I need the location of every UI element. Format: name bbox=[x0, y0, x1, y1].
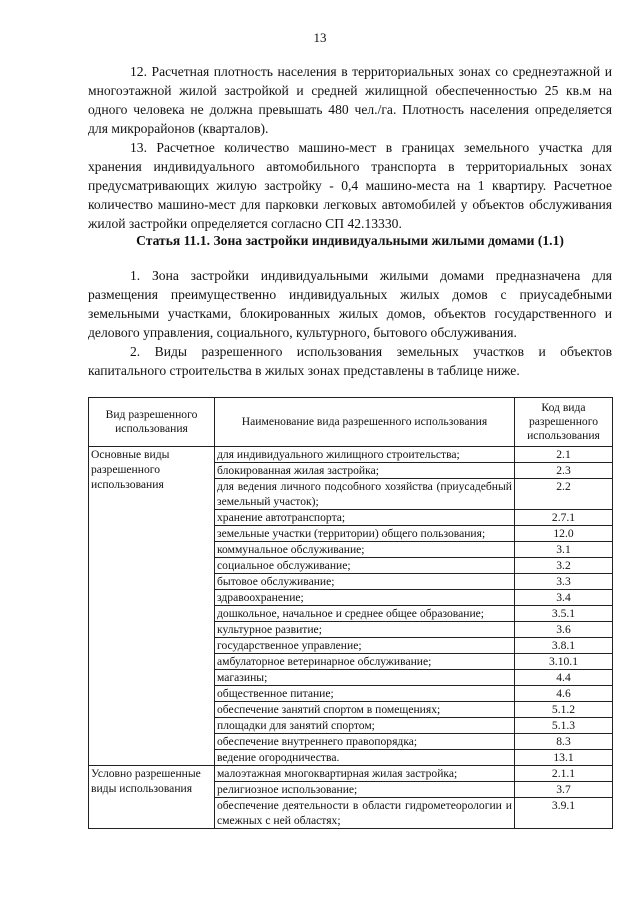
use-name: культурное развитие; bbox=[215, 622, 515, 638]
header-name: Наименование вида разрешенного использования bbox=[215, 398, 515, 447]
use-name: обеспечение занятий спортом в помещениях; bbox=[215, 702, 515, 718]
use-code: 3.3 bbox=[515, 574, 613, 590]
use-code: 2.7.1 bbox=[515, 510, 613, 526]
use-code: 3.5.1 bbox=[515, 606, 613, 622]
use-name: магазины; bbox=[215, 670, 515, 686]
use-code: 3.4 bbox=[515, 590, 613, 606]
use-name: здравоохранение; bbox=[215, 590, 515, 606]
use-name: общественное питание; bbox=[215, 686, 515, 702]
use-code: 3.2 bbox=[515, 558, 613, 574]
table-row bbox=[89, 447, 613, 463]
header-kind: Вид разрешенного использования bbox=[89, 398, 215, 447]
use-name: бытовое обслуживание; bbox=[215, 574, 515, 590]
use-code: 2.2 bbox=[515, 479, 613, 510]
group-label: Основные виды разрешенного использования bbox=[89, 447, 215, 766]
use-code: 3.7 bbox=[515, 782, 613, 798]
use-name: ведение огородничества. bbox=[215, 750, 515, 766]
use-name: амбулаторное ветеринарное обслуживание; bbox=[215, 654, 515, 670]
use-code: 5.1.3 bbox=[515, 718, 613, 734]
use-code: 13.1 bbox=[515, 750, 613, 766]
use-code: 2.1 bbox=[515, 447, 613, 463]
paragraph: 13. Расчетное количество машино-мест в границах земельного участка для хранения индивидуального автомобильного транспорта в территориальных зонах предусматривающих жилую застройку - 0,4 машино-места на 1 квартиру. Расчетное количество машино-мест для парковки легковых автомобилей у объектов обслуживания жилой застройки определяется согласно СП 42.13330. bbox=[88, 140, 612, 231]
use-name: земельные участки (территории) общего пользования; bbox=[215, 526, 515, 542]
use-name: блокированная жилая застройка; bbox=[215, 463, 515, 479]
header-code: Код вида разрешенного использования bbox=[515, 398, 613, 447]
usage-table bbox=[88, 397, 613, 829]
table-body bbox=[89, 447, 613, 829]
use-name: государственное управление; bbox=[215, 638, 515, 654]
use-name: дошкольное, начальное и среднее общее образование; bbox=[215, 606, 515, 622]
use-code: 3.6 bbox=[515, 622, 613, 638]
use-code: 4.4 bbox=[515, 670, 613, 686]
use-name: хранение автотранспорта; bbox=[215, 510, 515, 526]
text-block-top bbox=[88, 62, 612, 233]
table-row bbox=[89, 766, 613, 782]
paragraph: 12. Расчетная плотность населения в территориальных зонах со среднеэтажной и многоэтажной жилой застройкой и средней жилищной обеспеченностью 25 кв.м на одного человека не должна превышать 480 чел./га. Плотность населения определяется для микрорайонов (кварталов). bbox=[88, 64, 612, 136]
paragraph: 1. Зона застройки индивидуальными жилыми домами предназначена для размещения преимущественно индивидуальных жилых домов с приусадебными земельными участками, блокированных жилых домов, объектов государственного и делового управления, социального, культурного, бытового обслуживания. bbox=[88, 268, 612, 340]
text-block-mid bbox=[88, 266, 612, 380]
table-header-row bbox=[89, 398, 613, 447]
use-name: религиозное использование; bbox=[215, 782, 515, 798]
use-name: для индивидуального жилищного строительства; bbox=[215, 447, 515, 463]
group-label: Условно разрешенные виды использования bbox=[89, 766, 215, 829]
use-name: коммунальное обслуживание; bbox=[215, 542, 515, 558]
use-code: 2.1.1 bbox=[515, 766, 613, 782]
use-name: социальное обслуживание; bbox=[215, 558, 515, 574]
use-name: обеспечение внутреннего правопорядка; bbox=[215, 734, 515, 750]
use-code: 3.8.1 bbox=[515, 638, 613, 654]
use-code: 3.1 bbox=[515, 542, 613, 558]
use-code: 12.0 bbox=[515, 526, 613, 542]
paragraph: 2. Виды разрешенного использования земельных участков и объектов капитального строительства в жилых зонах представлены в таблице ниже. bbox=[88, 344, 612, 378]
page-number: 13 bbox=[313, 30, 327, 45]
use-code: 3.10.1 bbox=[515, 654, 613, 670]
use-code: 2.3 bbox=[515, 463, 613, 479]
use-code: 3.9.1 bbox=[515, 798, 613, 829]
use-name: обеспечение деятельности в области гидрометеорологии и смежных с ней областях; bbox=[215, 798, 515, 829]
use-name: площадки для занятий спортом; bbox=[215, 718, 515, 734]
use-code: 5.1.2 bbox=[515, 702, 613, 718]
section-heading: Статья 11.1. Зона застройки индивидуальными жилыми домами (1.1) bbox=[136, 233, 564, 248]
use-code: 8.3 bbox=[515, 734, 613, 750]
use-code: 4.6 bbox=[515, 686, 613, 702]
use-name: малоэтажная многоквартирная жилая застройка; bbox=[215, 766, 515, 782]
use-name: для ведения личного подсобного хозяйства (приусадебный земельный участок); bbox=[215, 479, 515, 510]
